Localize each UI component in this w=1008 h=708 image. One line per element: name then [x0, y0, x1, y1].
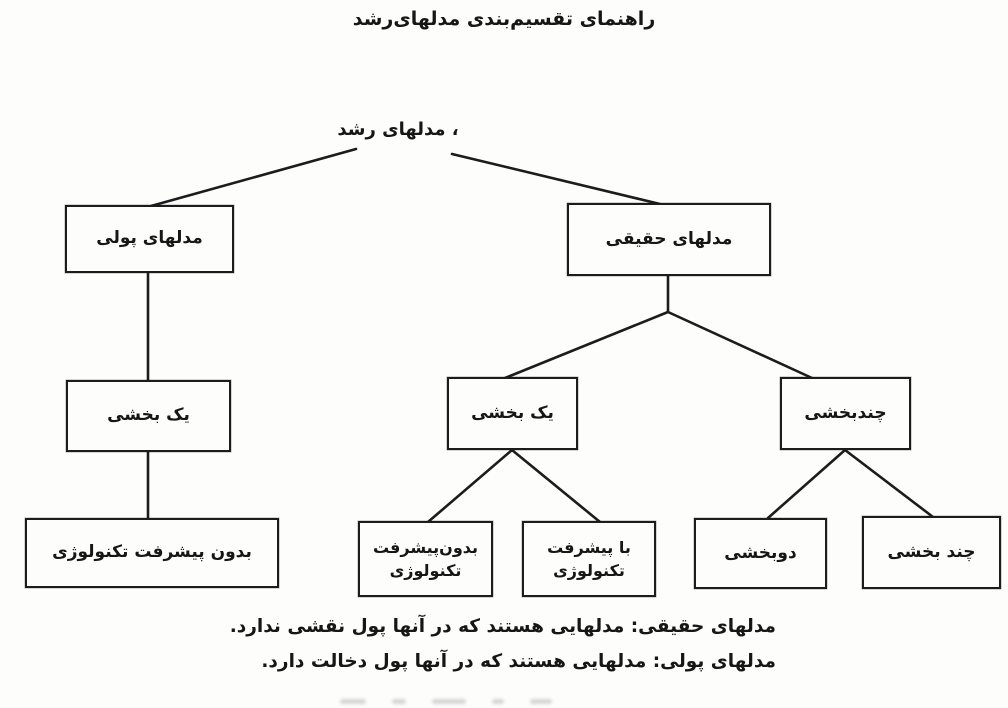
page-cutoff-smudge: [340, 699, 700, 707]
node-multi-sector-leaf: [862, 516, 1001, 589]
node-label-line2: تکنولوژی: [553, 561, 625, 580]
node-label: یک بخشی: [471, 402, 554, 423]
node-one-sector-left: [66, 380, 231, 452]
node-label-line2: تکنولوژی: [389, 561, 462, 580]
node-two-sector: [694, 518, 827, 589]
footnote-monetary-models: مدلهای پولی: مدلهایی هستند که در آنها پول دخالت دارد.: [261, 651, 776, 672]
node-without-tech-progress-mid: [358, 521, 493, 597]
node-with-tech-progress: [522, 521, 656, 597]
node-multi-sector: [780, 377, 911, 450]
node-label: مدلهای پولی: [96, 228, 203, 249]
node-label: دوبخشی: [724, 542, 797, 563]
node-real-models: [567, 203, 771, 276]
diagram-title: راهنمای تقسیم‌بندی مدلهای‌رشد: [352, 8, 656, 30]
node-label-line1: با پیشرفت: [547, 537, 631, 557]
node-label: چند بخشی: [887, 541, 976, 562]
node-label: چندبخشی: [804, 402, 887, 423]
node-label-line1: بدون‌پیشرفت: [372, 537, 479, 557]
node-label: بدون پیشرفت تکنولوژی: [52, 542, 252, 563]
node-label: مدلهای حقیقی: [605, 228, 733, 249]
root-node-growth-models: ، مدلهای رشد: [337, 119, 459, 140]
node-without-tech-progress-left: [25, 518, 279, 588]
footnote-real-models: مدلهای حقیقی: مدلهایی هستند که در آنها پول نقشی ندارد.: [229, 616, 776, 637]
node-one-sector-mid: [447, 377, 578, 450]
node-label: یک بخشی: [107, 405, 190, 426]
footnotes: [230, 609, 776, 679]
node-monetary-models: [65, 205, 234, 273]
